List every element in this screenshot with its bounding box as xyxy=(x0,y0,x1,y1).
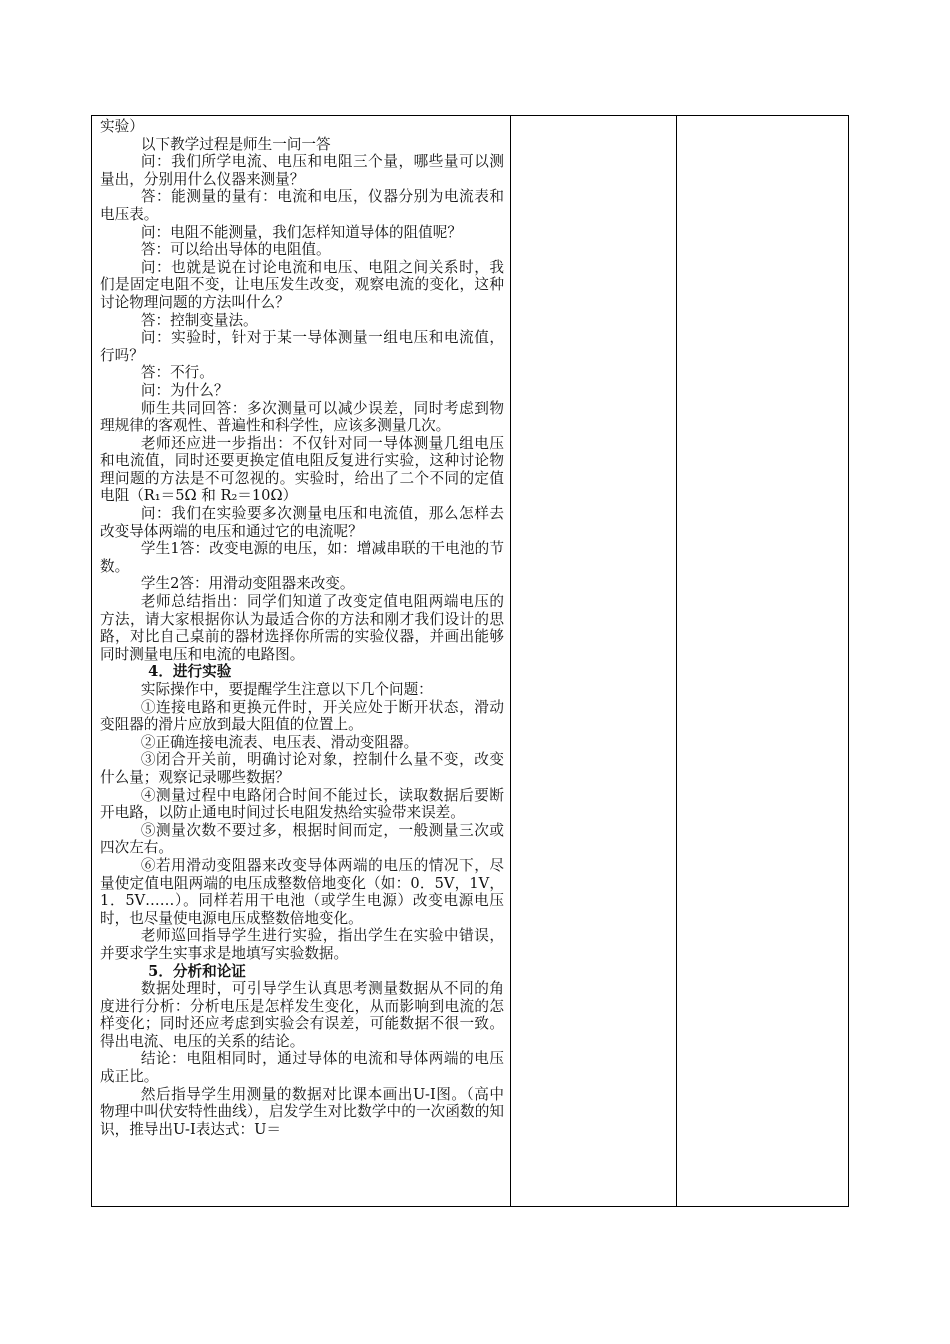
table-row xyxy=(92,116,849,1207)
paragraph: 问：我们所学电流、电压和电阻三个量，哪些量可以测量出，分别用什么仪器来测量？ xyxy=(100,153,504,188)
teaching-process-cell xyxy=(92,116,511,1207)
paragraph: 老师总结指出：同学们知道了改变定值电阻两端电压的方法，请大家根据你认为最适合你的方法和刚才我们设计的思路，对比自己桌前的器材选择你所需的实验仪器，并画出能够同时测量电压和电流的电路图。 xyxy=(100,593,504,663)
paragraph: 问：我们在实验要多次测量电压和电流值，那么怎样去改变导体两端的电压和通过它的电流呢？ xyxy=(100,505,504,540)
paragraph: 问：电阻不能测量，我们怎样知道导体的阻值呢？ xyxy=(140,223,462,241)
paragraph: ①连接电路和更换元件时，开关应处于断开状态，滑动变阻器的滑片应放到最大阻值的位置上。 xyxy=(100,698,504,734)
paragraph: 问：为什么？ xyxy=(140,381,229,399)
section-heading: 5．分析和论证 xyxy=(148,962,246,980)
paragraph: 答：不行。 xyxy=(140,364,214,382)
paragraph: 师生共同回答：多次测量可以减少误差，同时考虑到物理规律的客观性、普遍性和科学性，应该多测量几次。 xyxy=(100,399,504,435)
design-intent-cell xyxy=(677,116,849,1207)
section-heading: 4．进行实验 xyxy=(148,663,232,681)
paragraph: 然后指导学生用测量的数据对比课本画出U-I图。（高中物理中叫伏安特性曲线），启发学生对比数学中的一次函数的知识，推导出U-I表达式：U＝ xyxy=(100,1085,504,1138)
paragraph: 老师还应进一步指出：不仅针对同一导体测量几组电压和电流值，同时还要更换定值电阻反复进行实验，这种讨论物理问题的方法是不可忽视的。实验时，给出了二个不同的定值电阻（R₁＝5Ω 和 R₂＝10Ω） xyxy=(100,434,504,505)
paragraph: 实际操作中，要提醒学生注意以下几个问题： xyxy=(140,681,433,698)
student-activity-cell xyxy=(511,116,677,1207)
paragraph: 老师巡回指导学生进行实验，指出学生在实验中错误，并要求学生实事求是地填写实验数据。 xyxy=(100,927,504,962)
lesson-plan-table xyxy=(91,115,849,1207)
paragraph: 学生2答：用滑动变阻器来改变。 xyxy=(140,575,355,593)
paragraph: 结论：电阻相同时，通过导体的电流和导体两端的电压成正比。 xyxy=(100,1050,504,1086)
paragraph: 问：也就是说在讨论电流和电压、电阻之间关系时，我们是固定电阻不变，让电压发生改变，观察电流的变化，这种讨论物理问题的方法叫什么？ xyxy=(100,258,504,311)
paragraph: ⑤测量次数不要过多，根据时间而定，一般测量三次或四次左右。 xyxy=(100,821,504,857)
paragraph: ③闭合开关前，明确讨论对象，控制什么量不变，改变什么量；观察记录哪些数据？ xyxy=(100,751,504,786)
paragraph: 学生1答：改变电源的电压，如：增减串联的干电池的节数。 xyxy=(100,540,504,575)
paragraph: 数据处理时，可引导学生认真思考测量数据从不同的角度进行分析：分析电压是怎样发生变化，从而影响到电流的怎样变化；同时还应考虑到实验会有误差，可能数据不很一致。得出电流、电压的关系的结论。 xyxy=(100,980,504,1050)
paragraph: ②正确连接电流表、电压表、滑动变阻器。 xyxy=(140,733,419,751)
paragraph: 问：实验时，针对于某一导体测量一组电压和电流值，行吗？ xyxy=(100,329,504,364)
paragraph: ⑥若用滑动变阻器来改变导体两端的电压的情况下，尽量使定值电阻两端的电压成整数倍地变化（如：0．5V，1V，1．5V……）。同样若用干电池（或学生电源）改变电源电压时，也尽量使电源电压成整数倍地变化。 xyxy=(100,856,504,927)
paragraph: 以下教学过程是师生一问一答 xyxy=(140,135,331,153)
paragraph: ④测量过程中电路闭合时间不能过长，读取数据后要断开电路，以防止通电时间过长电阻发热给实验带来误差。 xyxy=(100,786,504,822)
paragraph: 实验） xyxy=(100,118,144,135)
paragraph: 答：控制变量法。 xyxy=(140,311,258,329)
teaching-process-text xyxy=(92,116,510,1138)
paragraph: 答：可以给出导体的电阻值。 xyxy=(140,241,331,259)
paragraph: 答：能测量的量有：电流和电压，仪器分别为电流表和电压表。 xyxy=(100,188,504,223)
